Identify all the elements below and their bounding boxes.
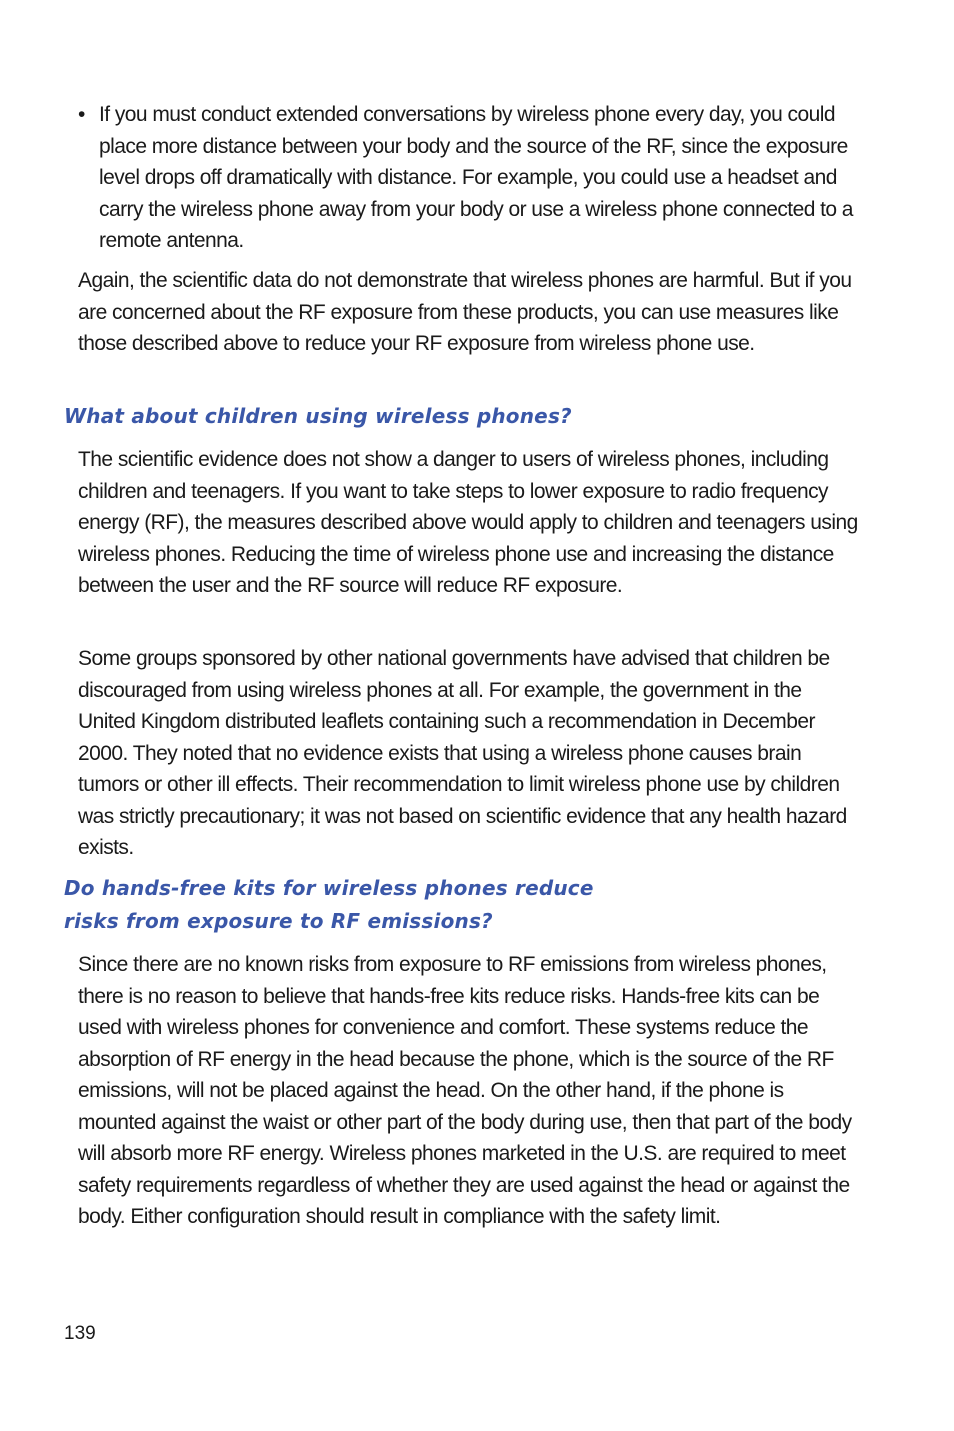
page-number: 139 [64,1323,96,1344]
bullet-text: If you must conduct extended conversations by wireless phone every day, you could place more distance between your body and the source of the RF, since the exposure level drops off dramatically with distance. For example, you could use a headset and carry the wireless phone away from your body or use a wireless phone connected to a remote antenna. [99,103,853,252]
bullet-marker: • [78,103,85,126]
paragraph-hands-free-kits: Since there are no known risks from exposure to RF emissions from wireless phones, there is no reason to believe that hands-free kits reduce risks. Hands-free kits can be used with wireless phones for convenience and comfort. These systems reduce the absorption of RF energy in the head because the phone, which is the source of the RF emissions, will not be placed against the head. On the other hand, if the phone is mounted against the waist or other part of the body during use, then that part of the body will absorb more RF energy. Wireless phones marketed in the U.S. are required to meet safety requirements regardless of whether they are used against the head or against the body. Either configuration should result in compliance with the safety limit. [78,953,852,1228]
heading-children: What about children using wireless phones? [64,404,572,428]
bullet-list-item [78,99,868,257]
paragraph-children-evidence: The scientific evidence does not show a danger to users of wireless phones, including children and teenagers. If you want to take steps to lower exposure to radio frequency energy (RF), the measures described above would apply to children and teenagers using wireless phones. Reducing the time of wireless phone use and increasing the distance between the user and the RF source will reduce RF exposure. [78,448,858,597]
heading-hands-free [64,872,824,938]
heading-hands-free-line-2: risks from exposure to RF emissions? [64,909,493,933]
paragraph-children-governments: Some groups sponsored by other national governments have advised that children be discouraged from using wireless phones at all. For example, the government in the United Kingdom distributed leaflets containing such a recommendation in December 2000. They noted that no evidence exists that using a wireless phone causes brain tumors or other ill effects. Their recommendation to limit wireless phone use by children was strictly precautionary; it was not based on scientific evidence that any health hazard exists. [78,647,847,859]
paragraph-scientific-data: Again, the scientific data do not demonstrate that wireless phones are harmful. But if you are concerned about the RF exposure from these products, you can use measures like those described above to reduce your RF exposure from wireless phone use. [78,269,852,355]
heading-hands-free-line-1: Do hands-free kits for wireless phones reduce [64,876,594,900]
